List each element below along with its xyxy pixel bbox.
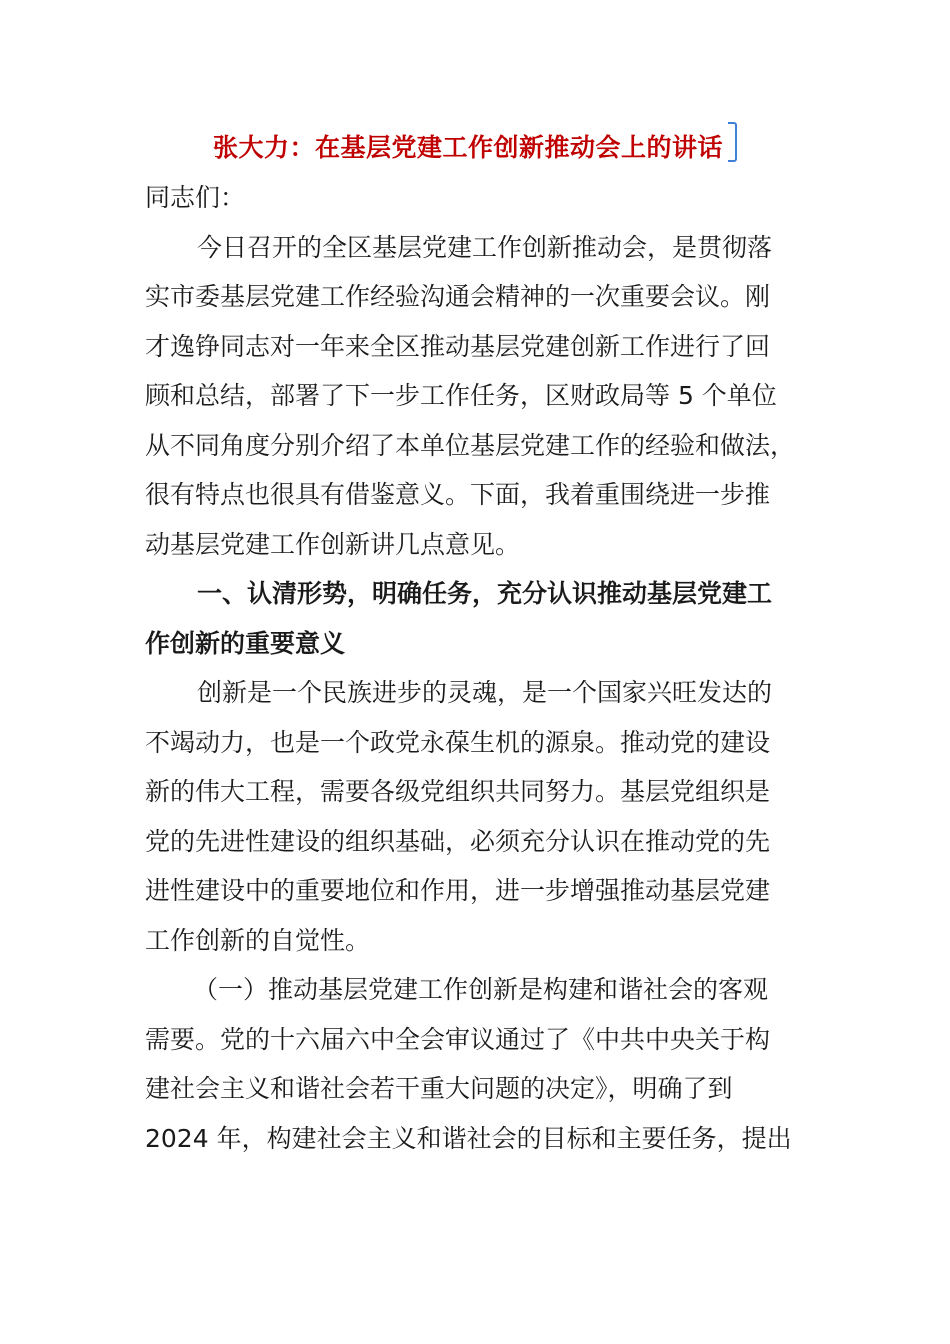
document-title (213, 128, 737, 168)
section-heading-line: 作创新的重要意义 (145, 628, 346, 658)
paragraph-line: 很有特点也很具有借鉴意义。下面，我着重围绕进一步推 (145, 480, 771, 509)
paragraph-line: 顾和总结，部署了下一步工作任务，区财政局等 5 个单位 (145, 381, 777, 410)
paragraph-line: 建社会主义和谐社会若干重大问题的决定》，明确了到 (145, 1074, 733, 1103)
paragraph-line: 创新是一个民族进步的灵魂，是一个国家兴旺发达的 (197, 678, 773, 707)
paragraph-line: 从不同角度分别介绍了本单位基层党建工作的经验和做法， (145, 430, 796, 460)
paragraph-line: 新的伟大工程，需要各级党组织共同努力。基层党组织是 (145, 777, 771, 806)
paragraph-line: 2024 年，构建社会主义和谐社会的目标和主要任务，提出 (145, 1123, 792, 1153)
comment-bracket-icon[interactable] (728, 122, 737, 162)
paragraph-line: 党的先进性建设的组织基础，必须充分认识在推动党的先 (145, 826, 771, 856)
salutation: 同志们： (145, 183, 246, 212)
document-title-text: 张大力：在基层党建工作创新推动会上的讲话 (212, 133, 723, 162)
title-container (0, 128, 950, 168)
document-body (145, 173, 805, 1163)
paragraph-line: 进性建设中的重要地位和作用，进一步增强推动基层党建 (145, 876, 771, 905)
paragraph-line: 实市委基层党建工作经验沟通会精神的一次重要会议。刚 (145, 282, 771, 311)
subsection-line: （一）推动基层党建工作创新是构建和谐社会的客观 (193, 975, 769, 1004)
paragraph-line: 今日召开的全区基层党建工作创新推动会，是贯彻落 (197, 232, 773, 262)
paragraph-line: 才逸铮同志对一年来全区推动基层党建创新工作进行了回 (145, 331, 771, 361)
paragraph-line: 需要。党的十六届六中全会审议通过了《中共中央关于构 (145, 1024, 771, 1054)
paragraph-line: 工作创新的自觉性。 (145, 925, 371, 955)
paragraph-line: 动基层党建工作创新讲几点意见。 (145, 529, 521, 559)
section-heading-line: 一、认清形势，明确任务，充分认识推动基层党建工 (197, 579, 773, 608)
paragraph-line: 不竭动力，也是一个政党永葆生机的源泉。推动党的建设 (145, 727, 771, 757)
